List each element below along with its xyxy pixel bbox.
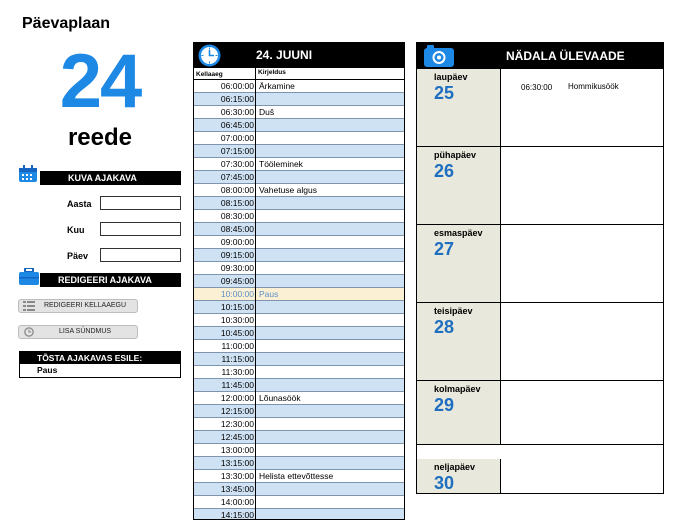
schedule-description[interactable]: Helista ettevõttesse <box>259 471 334 481</box>
edit-times-label: REDIGEERI KELLAAEGU <box>43 302 127 309</box>
schedule-time: 07:30:00 <box>220 159 254 169</box>
edit-times-button[interactable] <box>18 299 138 313</box>
week-event-time: 06:30:00 <box>521 83 553 92</box>
schedule-time: 13:15:00 <box>220 458 254 468</box>
schedule-row[interactable] <box>194 288 404 301</box>
schedule-row[interactable] <box>194 496 404 509</box>
schedule-row[interactable] <box>194 340 404 353</box>
edit-schedule-header: REDIGEERI AJAKAVA <box>40 273 181 287</box>
schedule-time: 09:15:00 <box>220 250 254 260</box>
schedule-time: 14:15:00 <box>220 510 254 520</box>
schedule-time: 07:15:00 <box>220 146 254 156</box>
schedule-row[interactable] <box>194 314 404 327</box>
schedule-column-headers <box>194 68 404 80</box>
week-day <box>417 303 663 381</box>
show-schedule-header: KUVA AJAKAVA <box>40 171 181 185</box>
day-input[interactable] <box>100 248 181 262</box>
week-day <box>417 147 663 225</box>
week-day-side <box>417 459 501 494</box>
week-day-name: neljapäev <box>434 462 476 472</box>
week-day <box>417 225 663 303</box>
schedule-row[interactable] <box>194 106 404 119</box>
schedule-description[interactable]: Tööleminek <box>259 159 303 169</box>
day-schedule <box>193 42 405 520</box>
schedule-row[interactable] <box>194 366 404 379</box>
schedule-row[interactable] <box>194 431 404 444</box>
schedule-description[interactable]: Vahetuse algus <box>259 185 317 195</box>
schedule-row[interactable] <box>194 93 404 106</box>
schedule-row[interactable] <box>194 301 404 314</box>
schedule-row[interactable] <box>194 132 404 145</box>
week-day-side <box>417 69 501 146</box>
schedule-row[interactable] <box>194 236 404 249</box>
schedule-time: 13:30:00 <box>220 471 254 481</box>
week-day-name: laupäev <box>434 72 468 82</box>
schedule-time: 06:30:00 <box>220 107 254 117</box>
schedule-rows <box>194 80 404 520</box>
camera-icon <box>423 44 455 68</box>
schedule-row[interactable] <box>194 379 404 392</box>
schedule-time: 08:30:00 <box>220 211 254 221</box>
schedule-time: 14:00:00 <box>220 497 254 507</box>
clock-icon <box>23 327 35 337</box>
schedule-row[interactable] <box>194 171 404 184</box>
add-event-label: LISA SÜNDMUS <box>58 328 112 335</box>
schedule-row[interactable] <box>194 119 404 132</box>
schedule-time: 10:15:00 <box>220 302 254 312</box>
week-day-side <box>417 225 501 302</box>
week-day <box>417 381 663 445</box>
schedule-column-divider <box>255 68 256 519</box>
schedule-row[interactable] <box>194 275 404 288</box>
calendar-icon <box>18 165 38 188</box>
schedule-time: 08:00:00 <box>220 185 254 195</box>
app-title: Päevaplaan <box>22 15 111 32</box>
schedule-row[interactable] <box>194 483 404 496</box>
schedule-time: 12:00:00 <box>220 393 254 403</box>
schedule-time: 10:00:00 <box>220 289 254 299</box>
week-header <box>417 43 663 69</box>
day-label: Päev <box>67 251 89 261</box>
schedule-time: 06:00:00 <box>220 81 254 91</box>
schedule-row[interactable] <box>194 184 404 197</box>
highlight-value[interactable]: Paus <box>37 365 58 375</box>
schedule-row[interactable] <box>194 145 404 158</box>
weekday-label: reede <box>67 124 133 151</box>
schedule-time: 12:45:00 <box>220 432 254 442</box>
schedule-time: 09:45:00 <box>220 276 254 286</box>
schedule-time: 11:45:00 <box>221 380 254 390</box>
week-day-number: 26 <box>434 161 455 181</box>
schedule-time: 08:15:00 <box>220 198 254 208</box>
schedule-row[interactable] <box>194 197 404 210</box>
schedule-row[interactable] <box>194 392 404 405</box>
schedule-row[interactable] <box>194 158 404 171</box>
schedule-row[interactable] <box>194 262 404 275</box>
schedule-description[interactable]: Duš <box>259 107 275 117</box>
schedule-time: 07:00:00 <box>220 133 254 143</box>
week-day-name: esmaspäev <box>434 228 483 238</box>
week-day-number: 27 <box>434 239 455 259</box>
year-input[interactable] <box>100 196 181 210</box>
schedule-row[interactable] <box>194 80 404 93</box>
schedule-row[interactable] <box>194 249 404 262</box>
schedule-date: 24. JUUNI <box>256 48 313 62</box>
week-day-number: 29 <box>434 395 455 415</box>
schedule-row[interactable] <box>194 470 404 483</box>
schedule-row[interactable] <box>194 509 404 520</box>
schedule-row[interactable] <box>194 418 404 431</box>
schedule-description[interactable]: Lõunasöök <box>259 393 301 403</box>
schedule-time: 09:00:00 <box>220 237 254 247</box>
week-day-name: teisipäev <box>434 306 473 316</box>
schedule-row[interactable] <box>194 457 404 470</box>
week-day <box>417 69 663 147</box>
schedule-time: 13:00:00 <box>220 445 254 455</box>
schedule-time: 12:15:00 <box>220 406 254 416</box>
year-label: Aasta <box>67 199 92 209</box>
week-day-side <box>417 381 501 444</box>
list-icon <box>23 301 35 311</box>
highlight-box <box>19 351 181 378</box>
schedule-time: 12:30:00 <box>220 419 254 429</box>
week-day-side <box>417 303 501 380</box>
month-input[interactable] <box>100 222 181 236</box>
schedule-time: 07:45:00 <box>220 172 254 182</box>
schedule-time: 09:30:00 <box>220 263 254 273</box>
month-label: Kuu <box>67 225 85 235</box>
schedule-row[interactable] <box>194 223 404 236</box>
schedule-time: 11:00:00 <box>221 341 254 351</box>
schedule-row[interactable] <box>194 444 404 457</box>
schedule-description[interactable]: Ärkamine <box>259 81 295 91</box>
highlight-title: TÕSTA AJAKAVAS ESILE: <box>20 352 180 364</box>
schedule-row[interactable] <box>194 353 404 366</box>
schedule-time: 06:45:00 <box>220 120 254 130</box>
schedule-time: 11:15:00 <box>221 354 254 364</box>
time-column-header: Kellaaeg <box>196 71 223 78</box>
week-day-number: 30 <box>434 473 455 493</box>
schedule-time: 08:45:00 <box>220 224 254 234</box>
add-event-button[interactable] <box>18 325 138 339</box>
schedule-row[interactable] <box>194 210 404 223</box>
clock-icon <box>198 44 221 67</box>
week-overview <box>416 42 664 494</box>
week-day-side <box>417 147 501 224</box>
schedule-time: 10:30:00 <box>220 315 254 325</box>
week-day-number: 28 <box>434 317 455 337</box>
description-column-header: Kirjeldus <box>258 69 286 76</box>
schedule-row[interactable] <box>194 327 404 340</box>
schedule-time: 06:15:00 <box>220 94 254 104</box>
week-event-description: Hommikusöök <box>568 82 619 91</box>
schedule-time: 10:45:00 <box>220 328 254 338</box>
schedule-row[interactable] <box>194 405 404 418</box>
schedule-description[interactable]: Paus <box>259 289 279 299</box>
week-day-name: pühapäev <box>434 150 477 160</box>
big-day-number: 24 <box>59 39 141 124</box>
schedule-header <box>194 43 404 68</box>
schedule-time: 11:30:00 <box>221 367 254 377</box>
week-day <box>417 459 663 494</box>
briefcase-icon <box>18 268 40 291</box>
week-day-number: 25 <box>434 83 455 103</box>
schedule-time: 13:45:00 <box>220 484 254 494</box>
week-day-name: kolmapäev <box>434 384 481 394</box>
week-title: NÄDALA ÜLEVAADE <box>506 49 625 63</box>
